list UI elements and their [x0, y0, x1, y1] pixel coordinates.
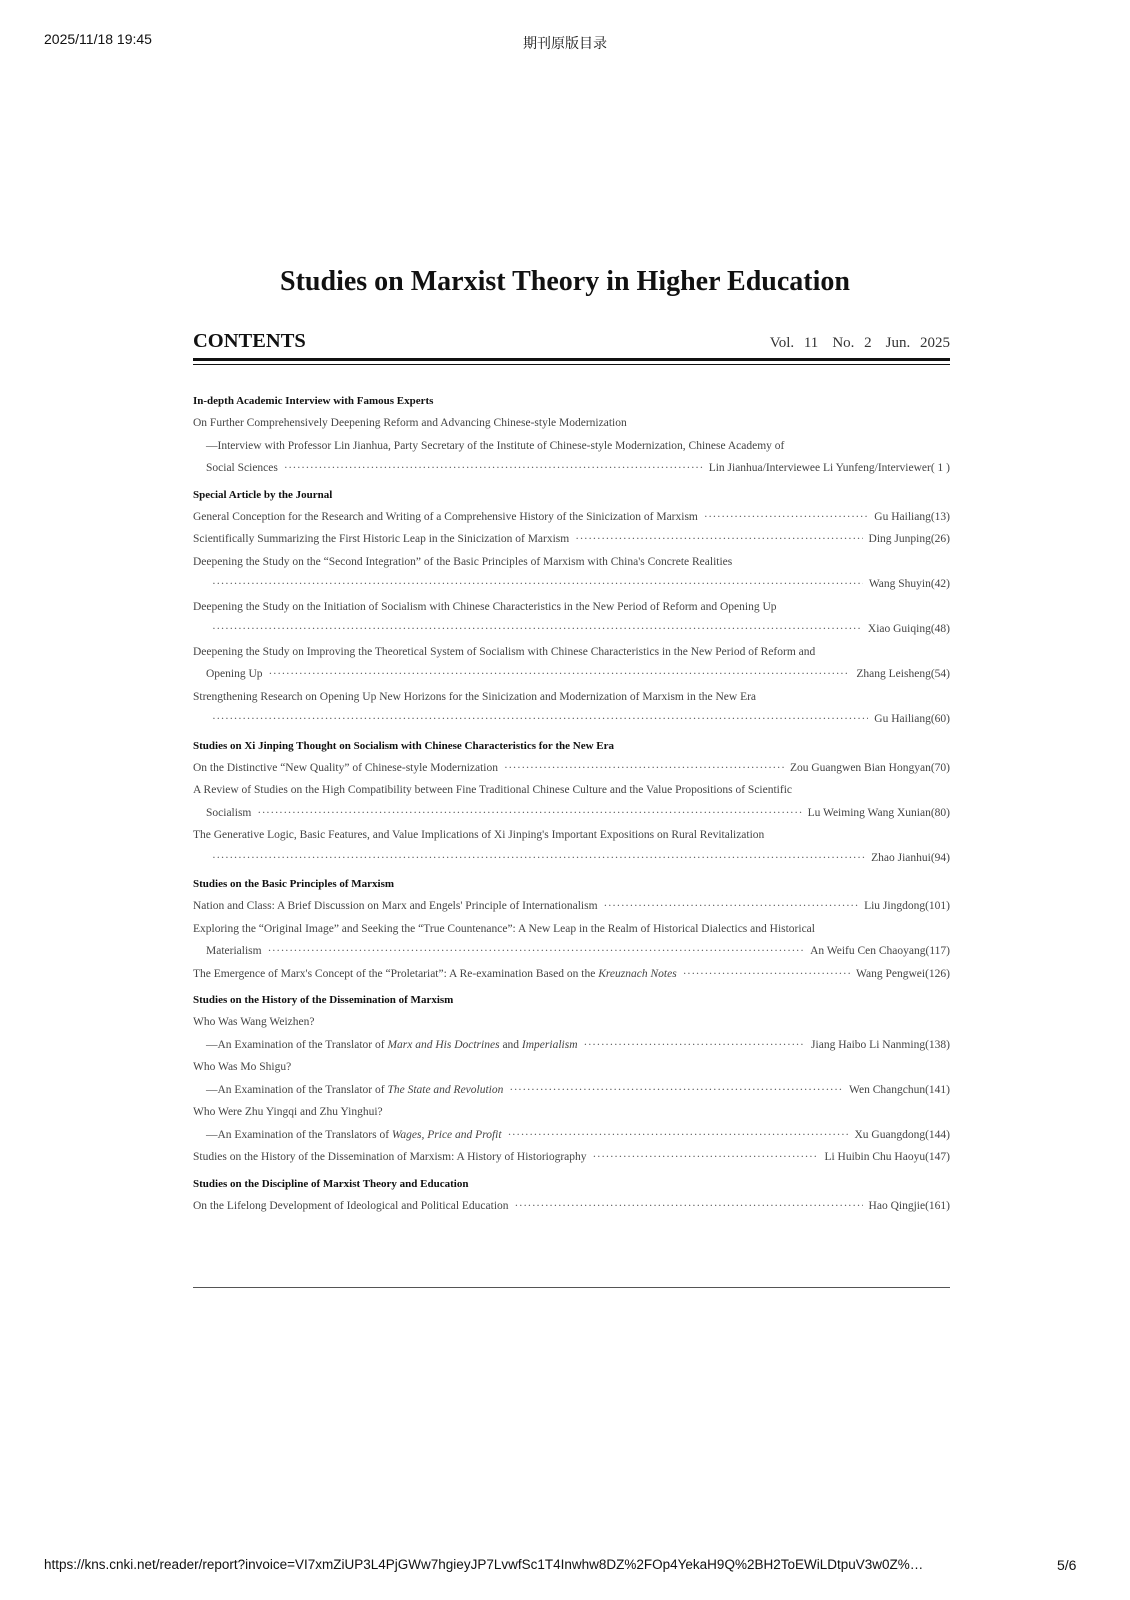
article-page: (54)	[930, 668, 950, 680]
leader-dots	[268, 940, 804, 963]
toc-entry-tail	[193, 940, 950, 963]
print-datetime: 2025/11/18 19:45	[44, 31, 152, 47]
print-page-title: 期刊原版目录	[523, 35, 607, 51]
leader-dots	[704, 506, 868, 529]
article-page: (48)	[930, 623, 950, 635]
header-rule-thin	[193, 364, 950, 365]
issue-date: Jun. 2025	[885, 335, 950, 351]
leader-dots	[504, 757, 784, 780]
article-title: A Review of Studies on the High Compatibility between Fine Traditional Chinese Culture and the Value Propositions of Scientific	[193, 784, 793, 796]
toc-entry[interactable]	[193, 1146, 950, 1169]
article-subtitle: —Interview with Professor Lin Jianhua, Party Secretary of the Institute of Chinese-style Modernization, Chinese Academy of	[206, 439, 785, 452]
section-heading: In-depth Academic Interview with Famous Experts	[193, 395, 434, 407]
contents-end-rule	[193, 1287, 950, 1288]
article-title: Who Were Zhu Yingqi and Zhu Yinghui?	[193, 1106, 383, 1118]
toc-entry[interactable]	[193, 918, 950, 941]
article-page: (13)	[930, 510, 950, 523]
leader-dots	[212, 573, 863, 596]
article-title-cont: Materialism	[206, 945, 262, 957]
volume: Vol. 11	[769, 335, 819, 351]
article-authors: Gu Hailiang	[874, 713, 931, 725]
article-title: Strengthening Research on Opening Up New Horizons for the Sinicization and Modernization of Marxism in the New Era	[193, 690, 757, 703]
article-title: Who Was Wang Weizhen?	[193, 1016, 315, 1028]
article-subtitle-italic: Wages, Price and Profit	[391, 1128, 502, 1141]
toc-entry-tail	[193, 573, 950, 596]
article-subtitle-cont: Social Sciences	[206, 462, 278, 474]
article-authors: Zou Guangwen Bian Hongyan	[789, 761, 931, 774]
section-heading: Studies on Xi Jinping Thought on Socialism with Chinese Characteristics for the New Era	[193, 739, 614, 752]
article-title: Nation and Class: A Brief Discussion on Marx and Engels' Principle of Internationalism	[193, 900, 598, 912]
article-title: Deepening the Study on the Initiation of Socialism with Chinese Characteristics in the New Period of Reform and Opening Up	[193, 600, 777, 613]
article-authors: Wen Changchun	[849, 1083, 926, 1096]
article-title: Deepening the Study on the “Second Integration” of the Basic Principles of Marxism with China's Concrete Realities	[193, 555, 733, 568]
article-subtitle: and	[499, 1038, 522, 1051]
article-authors: An Weifu Cen Chaoyang	[810, 945, 926, 957]
toc-entry[interactable]	[193, 686, 950, 709]
leader-dots	[212, 618, 862, 641]
article-title: The Generative Logic, Basic Features, and Value Implications of Xi Jinping's Important Expositions on Rural Revitalization	[193, 829, 765, 841]
toc-entry-subtitle	[193, 435, 950, 458]
article-title-italic: Kreuznach Notes	[598, 967, 677, 980]
leader-dots	[269, 663, 851, 686]
article-page: (147)	[925, 1151, 950, 1163]
toc-entry[interactable]	[193, 895, 950, 918]
article-page: (94)	[930, 851, 950, 864]
article-page: (161)	[925, 1199, 950, 1212]
toc-entry[interactable]	[193, 824, 950, 847]
toc-entry-tail	[193, 708, 950, 731]
leader-dots	[604, 895, 859, 918]
article-page: (144)	[925, 1128, 950, 1141]
article-authors: Wang Shuyin	[868, 578, 931, 590]
article-subtitle-italic: Imperialism	[521, 1038, 578, 1051]
leader-dots	[515, 1195, 863, 1218]
section-heading: Special Article by the Journal	[193, 488, 333, 501]
article-authors: Ding Junping	[868, 533, 931, 545]
article-authors: Gu Hailiang	[874, 510, 931, 523]
article-title: Who Was Mo Shigu?	[193, 1061, 292, 1073]
toc-entry[interactable]	[193, 641, 950, 664]
article-authors: Hao Qingjie	[868, 1199, 926, 1212]
section-heading: Studies on the Discipline of Marxist Theory and Education	[193, 1177, 469, 1190]
article-page: (80)	[930, 806, 950, 819]
article-title: On Further Comprehensively Deepening Reform and Advancing Chinese-style Modernization	[193, 417, 627, 429]
toc-entry-tail	[193, 802, 950, 825]
article-page: (126)	[925, 967, 950, 980]
leader-dots	[575, 528, 862, 551]
print-page-number: 5/6	[1057, 1557, 1077, 1573]
article-title: Scientifically Summarizing the First Historic Leap in the Sinicization of Marxism	[193, 533, 570, 545]
toc-entry[interactable]	[193, 506, 950, 529]
toc-entry[interactable]	[193, 1056, 950, 1079]
article-page: (42)	[930, 578, 950, 590]
article-page: (70)	[930, 761, 950, 774]
article-page: (138)	[925, 1038, 950, 1051]
section-heading: Studies on the Basic Principles of Marxism	[193, 878, 395, 890]
article-subtitle: —An Examination of the Translators of	[206, 1128, 392, 1141]
article-title: General Conception for the Research and Writing of a Comprehensive History of the Sinicization of Marxism	[193, 510, 698, 523]
article-authors: Lin Jianhua/Interviewee Li Yunfeng/Interviewer	[708, 462, 931, 474]
leader-dots	[584, 1034, 806, 1057]
toc-entry[interactable]	[193, 412, 950, 435]
article-authors: Jiang Haibo Li Nanming	[811, 1038, 926, 1051]
toc-entry[interactable]	[193, 1011, 950, 1034]
article-authors: Xu Guangdong	[854, 1128, 926, 1141]
toc-entry-tail	[193, 1124, 950, 1147]
article-authors: Liu Jingdong	[864, 900, 926, 912]
toc-entry[interactable]	[193, 757, 950, 780]
contents-heading: CONTENTS	[193, 330, 306, 352]
article-page: (101)	[925, 900, 950, 912]
toc-entry[interactable]	[193, 1195, 950, 1218]
article-title: Exploring the “Original Image” and Seeking the “True Countenance”: A New Leap in the Realm of Historical Dialectics and Historical	[193, 922, 815, 935]
article-title: The Emergence of Marx's Concept of the “Proletariat”: A Re-examination Based on the	[193, 967, 599, 980]
toc-entry-tail	[193, 1034, 950, 1057]
article-authors: Li Huibin Chu Haoyu	[824, 1151, 926, 1163]
toc-entry[interactable]	[193, 779, 950, 802]
article-subtitle-italic: The State and Revolution	[387, 1083, 504, 1096]
article-subtitle-italic: Marx and His Doctrines	[387, 1038, 500, 1051]
leader-dots	[593, 1146, 819, 1169]
article-page: (141)	[925, 1083, 950, 1096]
leader-dots	[284, 457, 703, 480]
toc-entry[interactable]	[193, 1101, 950, 1124]
article-title-cont: Socialism	[206, 806, 252, 819]
toc-entry[interactable]	[193, 963, 950, 986]
toc-entry-tail	[193, 663, 950, 686]
leader-dots	[257, 802, 801, 825]
article-subtitle: —An Examination of the Translator of	[206, 1083, 388, 1096]
toc-entry-tail	[193, 457, 950, 480]
article-page: (26)	[930, 533, 950, 545]
article-title-cont: Opening Up	[206, 668, 263, 680]
article-authors: Xiao Guiqing	[867, 623, 931, 635]
article-page: (117)	[925, 945, 950, 957]
header-rule-thick	[193, 358, 950, 361]
article-subtitle: —An Examination of the Translator of	[206, 1038, 388, 1051]
toc-entry-tail	[193, 847, 950, 870]
leader-dots	[509, 1079, 843, 1102]
article-page: (60)	[930, 713, 950, 725]
section-heading: Studies on the History of the Dissemination of Marxism	[193, 994, 454, 1006]
article-title: Deepening the Study on Improving the Theoretical System of Socialism with Chinese Characteristics in the New Period of Reform and	[193, 645, 816, 658]
article-authors: Lu Weiming Wang Xunian	[807, 806, 931, 819]
toc-entry[interactable]	[193, 596, 950, 619]
issue-number: No. 2	[832, 335, 872, 351]
leader-dots	[212, 847, 865, 870]
toc-entry[interactable]	[193, 551, 950, 574]
leader-dots	[508, 1124, 849, 1147]
article-authors: Zhang Leisheng	[856, 668, 931, 680]
print-url: https://kns.cnki.net/reader/report?invoice=VI7xmZiUP3L4PjGWw7hgieyJP7LvwfSc1T4Inwhw8DZ%2FOp4YekaH9Q%2BH2ToEWiLDtpuV3w0Z%…	[44, 1557, 924, 1572]
journal-title: Studies on Marxist Theory in Higher Education	[280, 266, 850, 297]
article-page: ( 1 )	[930, 462, 950, 474]
article-title: On the Distinctive “New Quality” of Chinese-style Modernization	[193, 761, 498, 774]
table-of-contents	[193, 390, 950, 1217]
toc-entry-tail	[193, 1079, 950, 1102]
toc-entry-tail	[193, 618, 950, 641]
toc-entry[interactable]	[193, 528, 950, 551]
leader-dots	[683, 963, 850, 986]
article-title: On the Lifelong Development of Ideological and Political Education	[193, 1199, 509, 1212]
article-authors: Wang Pengwei	[856, 967, 926, 980]
leader-dots	[212, 708, 868, 731]
issue-info	[756, 335, 950, 352]
article-authors: Zhao Jianhui	[871, 851, 931, 864]
article-title: Studies on the History of the Dissemination of Marxism: A History of Historiography	[193, 1151, 587, 1163]
